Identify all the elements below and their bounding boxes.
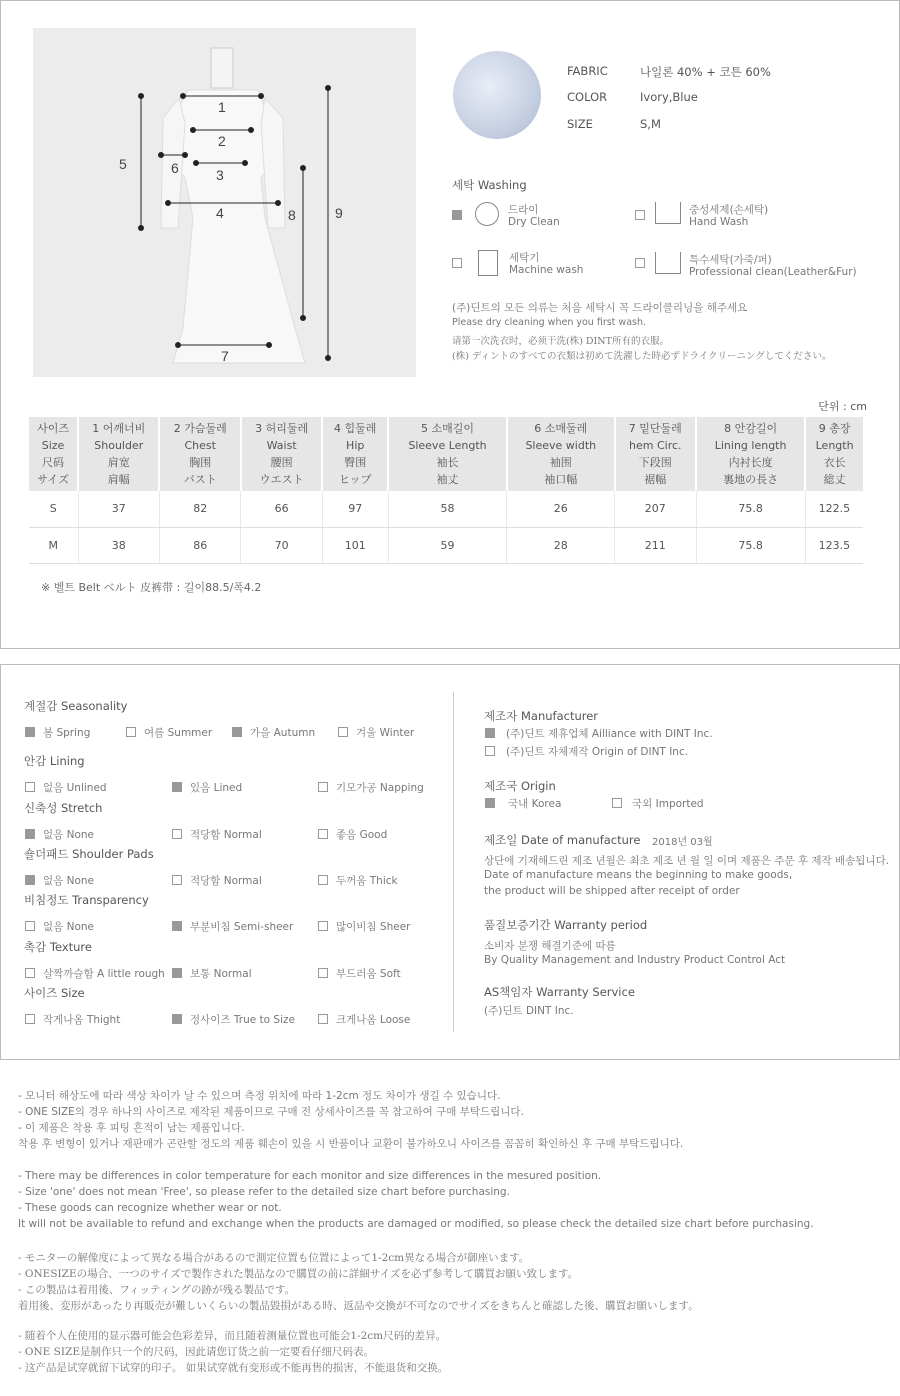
stretch-title: 신축성 Stretch bbox=[24, 801, 103, 815]
option-checkbox[interactable] bbox=[25, 968, 35, 978]
washing-notice: (주)딘트의 모든 의류는 처음 세탁시 꼭 드라이클리닝을 해주세요 bbox=[452, 302, 748, 314]
size-table-header bbox=[241, 417, 322, 491]
note-line: It will not be available to refund and exchange when the products are damaged or modified, so please check the detailed size chart before purchasing. bbox=[18, 1218, 814, 1230]
option-label: 부분비침 Semi-sheer bbox=[190, 921, 294, 933]
header-line: サイズ bbox=[36, 473, 70, 486]
lining-title: 안감 Lining bbox=[24, 754, 85, 768]
date-line: Date of manufacture means the beginning to make goods, bbox=[484, 869, 793, 881]
option-label: 적당함 Normal bbox=[190, 829, 262, 841]
option-checkbox[interactable] bbox=[232, 727, 242, 737]
header-line: ウエスト bbox=[259, 473, 304, 486]
size-table-header bbox=[805, 417, 863, 491]
note-line: - 这产品是试穿就留下试穿的印子。 如果试穿就有变形或不能再售的损害，不能退货和交换。 bbox=[18, 1362, 449, 1374]
transparency-title: 비침정도 Transparency bbox=[24, 893, 149, 907]
header-line: Length bbox=[815, 439, 854, 452]
mannequin-icon bbox=[211, 48, 233, 88]
option-label: 겨울 Winter bbox=[356, 727, 415, 739]
table-cell: 101 bbox=[322, 527, 388, 563]
option-label: 부드러움 Soft bbox=[336, 968, 401, 980]
table-row bbox=[29, 527, 863, 563]
diagram-num: 1 bbox=[218, 99, 226, 115]
size-table bbox=[29, 417, 863, 564]
wash-ko: 드라이 bbox=[508, 204, 539, 216]
size-table-header bbox=[29, 417, 78, 491]
note-line: - モニターの解像度によって異なる場合があるので測定位置も位置によって1-2cm異なる場合が御座います。 bbox=[18, 1252, 530, 1264]
size-table-header bbox=[322, 417, 388, 491]
attributes-panel bbox=[0, 664, 900, 1060]
fabric-label: FABRIC bbox=[567, 64, 608, 78]
note-line: - 이 제품은 착용 후 피팅 흔적이 남는 제품입니다. bbox=[18, 1122, 245, 1134]
option-label: 있음 Lined bbox=[190, 782, 243, 794]
size-value: S,M bbox=[640, 117, 661, 131]
dry-clean-checkbox[interactable] bbox=[452, 210, 462, 220]
table-cell: 207 bbox=[615, 491, 696, 527]
option-label: 없음 None bbox=[43, 921, 95, 933]
note-line: - There may be differences in color temperature for each monitor and size differences in the mesured position. bbox=[18, 1170, 602, 1182]
unit-label: 단위 : cm bbox=[818, 400, 867, 413]
table-cell: M bbox=[29, 527, 78, 563]
pads-title: 숄더패드 Shoulder Pads bbox=[24, 847, 154, 861]
header-line: hem Circ. bbox=[629, 439, 682, 452]
table-cell: 59 bbox=[388, 527, 507, 563]
header-line: 1 어깨너비 bbox=[92, 422, 146, 435]
table-cell: 211 bbox=[615, 527, 696, 563]
note-line: - Size 'one' does not mean 'Free', so please refer to the detailed size chart before purchasing. bbox=[18, 1186, 510, 1198]
header-line: 臀围 bbox=[344, 456, 367, 469]
table-row bbox=[29, 491, 863, 527]
option-checkbox[interactable] bbox=[485, 728, 495, 738]
diagram-num: 6 bbox=[171, 160, 179, 176]
product-info-panel bbox=[0, 0, 900, 649]
color-value: Ivory,Blue bbox=[640, 90, 698, 104]
table-cell: 82 bbox=[159, 491, 240, 527]
option-checkbox[interactable] bbox=[172, 921, 182, 931]
dry-clean-icon bbox=[475, 202, 499, 226]
header-line: 肩宽 bbox=[107, 456, 130, 469]
date-line: the product will be shipped after receipt of order bbox=[484, 885, 740, 897]
date-title: 제조일 Date of manufacture bbox=[484, 833, 641, 847]
as-title: AS책임자 Warranty Service bbox=[484, 985, 635, 999]
option-checkbox[interactable] bbox=[485, 798, 495, 808]
warranty-line: 소비자 분쟁 해결기준에 따름 bbox=[484, 940, 616, 952]
seasonality-title: 계절감 Seasonality bbox=[24, 699, 128, 713]
diagram-num: 3 bbox=[216, 167, 224, 183]
note-line: - ONE SIZE의 경우 하나의 사이즈로 제작된 제품이므로 구매 전 상세사이즈를 꼭 참고하여 구매 부탁드립니다. bbox=[18, 1106, 524, 1118]
wash-en: Professional clean(Leather&Fur) bbox=[689, 266, 857, 278]
option-checkbox[interactable] bbox=[318, 968, 328, 978]
header-line: 사이즈 bbox=[37, 422, 69, 435]
date-value: 2018년 03월 bbox=[652, 837, 713, 848]
belt-note: ※ 벨트 Belt ベルト 皮裤带 : 길이88.5/폭4.2 bbox=[41, 581, 262, 594]
size-table-header bbox=[696, 417, 805, 491]
option-label: 봄 Spring bbox=[43, 727, 91, 739]
header-line: 裏地の長さ bbox=[723, 473, 779, 486]
washing-notice: 请第一次洗衣时，必须干洗(株) DINT所有的衣服。 bbox=[452, 336, 669, 347]
header-line: 3 허리둘레 bbox=[255, 422, 309, 435]
header-line: バスト bbox=[183, 473, 217, 486]
table-cell: 123.5 bbox=[805, 527, 863, 563]
date-line: 상단에 기재해드린 제조 년월은 최초 제조 년 월 일 이며 제품은 주문 후 제작 배송됩니다. bbox=[484, 855, 890, 867]
option-label: 없음 None bbox=[43, 875, 95, 887]
as-value: (주)딘트 DINT Inc. bbox=[484, 1005, 574, 1017]
size-table-header bbox=[159, 417, 240, 491]
table-cell: 70 bbox=[241, 527, 322, 563]
table-cell: 28 bbox=[507, 527, 615, 563]
option-label: 가을 Autumn bbox=[250, 727, 316, 739]
diagram-num: 2 bbox=[218, 133, 226, 149]
washing-title: 세탁 Washing bbox=[452, 178, 527, 192]
option-checkbox[interactable] bbox=[172, 968, 182, 978]
table-cell: 122.5 bbox=[805, 491, 863, 527]
option-checkbox[interactable] bbox=[338, 727, 348, 737]
right-sleeve bbox=[261, 98, 285, 228]
diagram-num: 7 bbox=[221, 348, 229, 364]
header-line: 袖长 bbox=[436, 456, 459, 469]
table-cell: 75.8 bbox=[696, 491, 805, 527]
header-line: Sleeve Length bbox=[408, 439, 487, 452]
washing-notice: Please dry cleaning when you first wash. bbox=[452, 317, 647, 328]
option-checkbox[interactable] bbox=[25, 727, 35, 737]
header-line: 袖口幅 bbox=[544, 473, 578, 486]
divider bbox=[453, 692, 454, 1032]
washing-notice: (株) ディントのすべての衣類は初めて洗濯した時必ずドライクリーニングしてください。 bbox=[452, 351, 832, 362]
note-line: 착용 후 변형이 있거나 재판매가 곤란할 정도의 제품 훼손이 있을 시 반품이나 교환이 불가하오니 사이즈를 꼼꼼히 확인하신 후 구매 부탁드립니다. bbox=[18, 1138, 684, 1150]
hand-wash-icon bbox=[655, 202, 681, 224]
header-line: 胸围 bbox=[189, 456, 212, 469]
option-checkbox[interactable] bbox=[612, 798, 622, 808]
fabric-swatch bbox=[453, 51, 541, 139]
note-line: - ONE SIZE是制作只一个的尺码，因此请您订货之前一定要看仔细尺码表。 bbox=[18, 1346, 374, 1358]
option-checkbox[interactable] bbox=[25, 921, 35, 931]
size-table-header bbox=[78, 417, 159, 491]
size-diagram bbox=[33, 28, 416, 377]
wash-ko: 특수세탁(가죽/퍼) bbox=[689, 254, 772, 266]
option-checkbox[interactable] bbox=[172, 829, 182, 839]
size-table-header bbox=[507, 417, 615, 491]
table-cell: 26 bbox=[507, 491, 615, 527]
origin-title: 제조국 Origin bbox=[484, 779, 556, 793]
option-checkbox[interactable] bbox=[318, 782, 328, 792]
header-line: 腰围 bbox=[270, 456, 293, 469]
option-label: 국내 Korea bbox=[508, 798, 562, 810]
table-cell: S bbox=[29, 491, 78, 527]
header-line: 総丈 bbox=[823, 473, 846, 486]
header-line: 裾幅 bbox=[644, 473, 667, 486]
header-line: Hip bbox=[346, 439, 365, 452]
option-label: 작게나옴 Thight bbox=[43, 1014, 121, 1026]
size-table-header bbox=[388, 417, 507, 491]
option-label: (주)딘트 제휴업체 Ailliance with DINT Inc. bbox=[506, 728, 713, 740]
table-cell: 75.8 bbox=[696, 527, 805, 563]
header-line: Waist bbox=[266, 439, 297, 452]
texture-title: 촉감 Texture bbox=[24, 940, 92, 954]
header-line: Size bbox=[41, 439, 65, 452]
option-checkbox[interactable] bbox=[318, 829, 328, 839]
warranty-line: By Quality Management and Industry Product Control Act bbox=[484, 954, 786, 966]
option-checkbox[interactable] bbox=[318, 1014, 328, 1024]
diagram-num: 4 bbox=[216, 205, 224, 221]
size-label: SIZE bbox=[567, 117, 593, 131]
header-line: 7 밑단둘레 bbox=[628, 422, 682, 435]
diagram-num: 5 bbox=[119, 156, 127, 172]
table-cell: 66 bbox=[241, 491, 322, 527]
header-line: 衣长 bbox=[823, 456, 846, 469]
table-cell: 37 bbox=[78, 491, 159, 527]
size-table-header bbox=[615, 417, 696, 491]
header-line: 6 소매둘레 bbox=[534, 422, 588, 435]
option-label: 살짝까슬함 A little rough bbox=[43, 968, 165, 980]
option-checkbox[interactable] bbox=[318, 875, 328, 885]
machine-wash-checkbox[interactable] bbox=[452, 258, 462, 268]
header-line: 5 소매길이 bbox=[421, 422, 475, 435]
header-line: Lining length bbox=[714, 439, 787, 452]
table-cell: 38 bbox=[78, 527, 159, 563]
fabric-value: 나일론 40% + 코튼 60% bbox=[640, 65, 771, 79]
header-line: 内衬长度 bbox=[728, 456, 773, 469]
machine-wash-icon bbox=[478, 250, 498, 276]
option-label: (주)딘트 자체제작 Origin of DINT Inc. bbox=[506, 746, 689, 758]
table-cell: 58 bbox=[388, 491, 507, 527]
dress-diagram-svg bbox=[33, 28, 416, 377]
wash-ko: 세탁기 bbox=[509, 252, 540, 264]
option-checkbox[interactable] bbox=[172, 782, 182, 792]
option-label: 좋음 Good bbox=[336, 829, 388, 841]
option-label: 정사이즈 True to Size bbox=[190, 1014, 295, 1026]
option-checkbox[interactable] bbox=[485, 746, 495, 756]
header-line: 肩幅 bbox=[107, 473, 130, 486]
option-checkbox[interactable] bbox=[318, 921, 328, 931]
option-checkbox[interactable] bbox=[25, 829, 35, 839]
header-line: 9 총장 bbox=[818, 422, 851, 435]
wash-en: Hand Wash bbox=[689, 216, 749, 228]
professional-clean-checkbox[interactable] bbox=[635, 258, 645, 268]
wash-en: Dry Clean bbox=[508, 216, 560, 228]
header-line: 2 가슴둘레 bbox=[173, 422, 227, 435]
option-label: 두꺼움 Thick bbox=[336, 875, 398, 887]
option-label: 없음 None bbox=[43, 829, 95, 841]
option-checkbox[interactable] bbox=[25, 1014, 35, 1024]
note-line: - この製品は着用後、フィッティングの跡が残る製品です。 bbox=[18, 1284, 296, 1296]
option-label: 많이비침 Sheer bbox=[336, 921, 411, 933]
color-label: COLOR bbox=[567, 90, 608, 104]
header-line: Chest bbox=[184, 439, 216, 452]
option-checkbox[interactable] bbox=[172, 875, 182, 885]
fit-title: 사이즈 Size bbox=[24, 986, 85, 1000]
header-line: 袖丈 bbox=[436, 473, 459, 486]
option-checkbox[interactable] bbox=[126, 727, 136, 737]
option-label: 기모가공 Napping bbox=[336, 782, 424, 794]
option-checkbox[interactable] bbox=[172, 1014, 182, 1024]
note-line: 着用後、変形があったり再販売が難しいくらいの製品毀損がある時、返品や交換が不可なのでサイズをきちんと確認した後、購買お願いします。 bbox=[18, 1300, 699, 1312]
option-label: 국외 Imported bbox=[632, 798, 704, 810]
table-cell: 86 bbox=[159, 527, 240, 563]
option-label: 보통 Normal bbox=[190, 968, 252, 980]
note-line: - ONESIZEの場合、一つのサイズで製作された製品なので購買の前に詳細サイズを必ず参考して購買お願い致します。 bbox=[18, 1268, 579, 1280]
header-line: 下段围 bbox=[638, 456, 672, 469]
option-checkbox[interactable] bbox=[25, 875, 35, 885]
note-line: - 모니터 해상도에 따라 색상 차이가 날 수 있으며 측정 위치에 따라 1-2cm 정도 차이가 생길 수 있습니다. bbox=[18, 1090, 501, 1102]
header-line: 8 안감길이 bbox=[724, 422, 778, 435]
option-label: 크게나옴 Loose bbox=[336, 1014, 411, 1026]
option-label: 여름 Summer bbox=[144, 727, 213, 739]
professional-clean-icon bbox=[655, 252, 681, 274]
header-line: ヒップ bbox=[338, 473, 372, 486]
table-cell: 97 bbox=[322, 491, 388, 527]
header-line: Sleeve width bbox=[525, 439, 597, 452]
manufacturer-title: 제조자 Manufacturer bbox=[484, 709, 599, 723]
hand-wash-checkbox[interactable] bbox=[635, 210, 645, 220]
note-line: - 随着个人在使用的显示器可能会色彩差异，而且随着测量位置也可能会1-2cm尺码的差异。 bbox=[18, 1330, 447, 1342]
header-line: 4 힙둘레 bbox=[334, 422, 377, 435]
header-line: Shoulder bbox=[94, 439, 144, 452]
header-line: 尺码 bbox=[42, 456, 65, 469]
diagram-num: 9 bbox=[335, 205, 343, 221]
option-label: 없음 Unlined bbox=[43, 782, 107, 794]
option-label: 적당함 Normal bbox=[190, 875, 262, 887]
header-line: 袖围 bbox=[549, 456, 572, 469]
wash-en: Machine wash bbox=[509, 264, 584, 276]
warranty-title: 품질보증기간 Warranty period bbox=[484, 918, 648, 932]
note-line: - These goods can recognize whether wear or not. bbox=[18, 1202, 282, 1214]
diagram-num: 8 bbox=[288, 207, 296, 223]
option-checkbox[interactable] bbox=[25, 782, 35, 792]
wash-ko: 중성세제(손세탁) bbox=[689, 204, 769, 216]
